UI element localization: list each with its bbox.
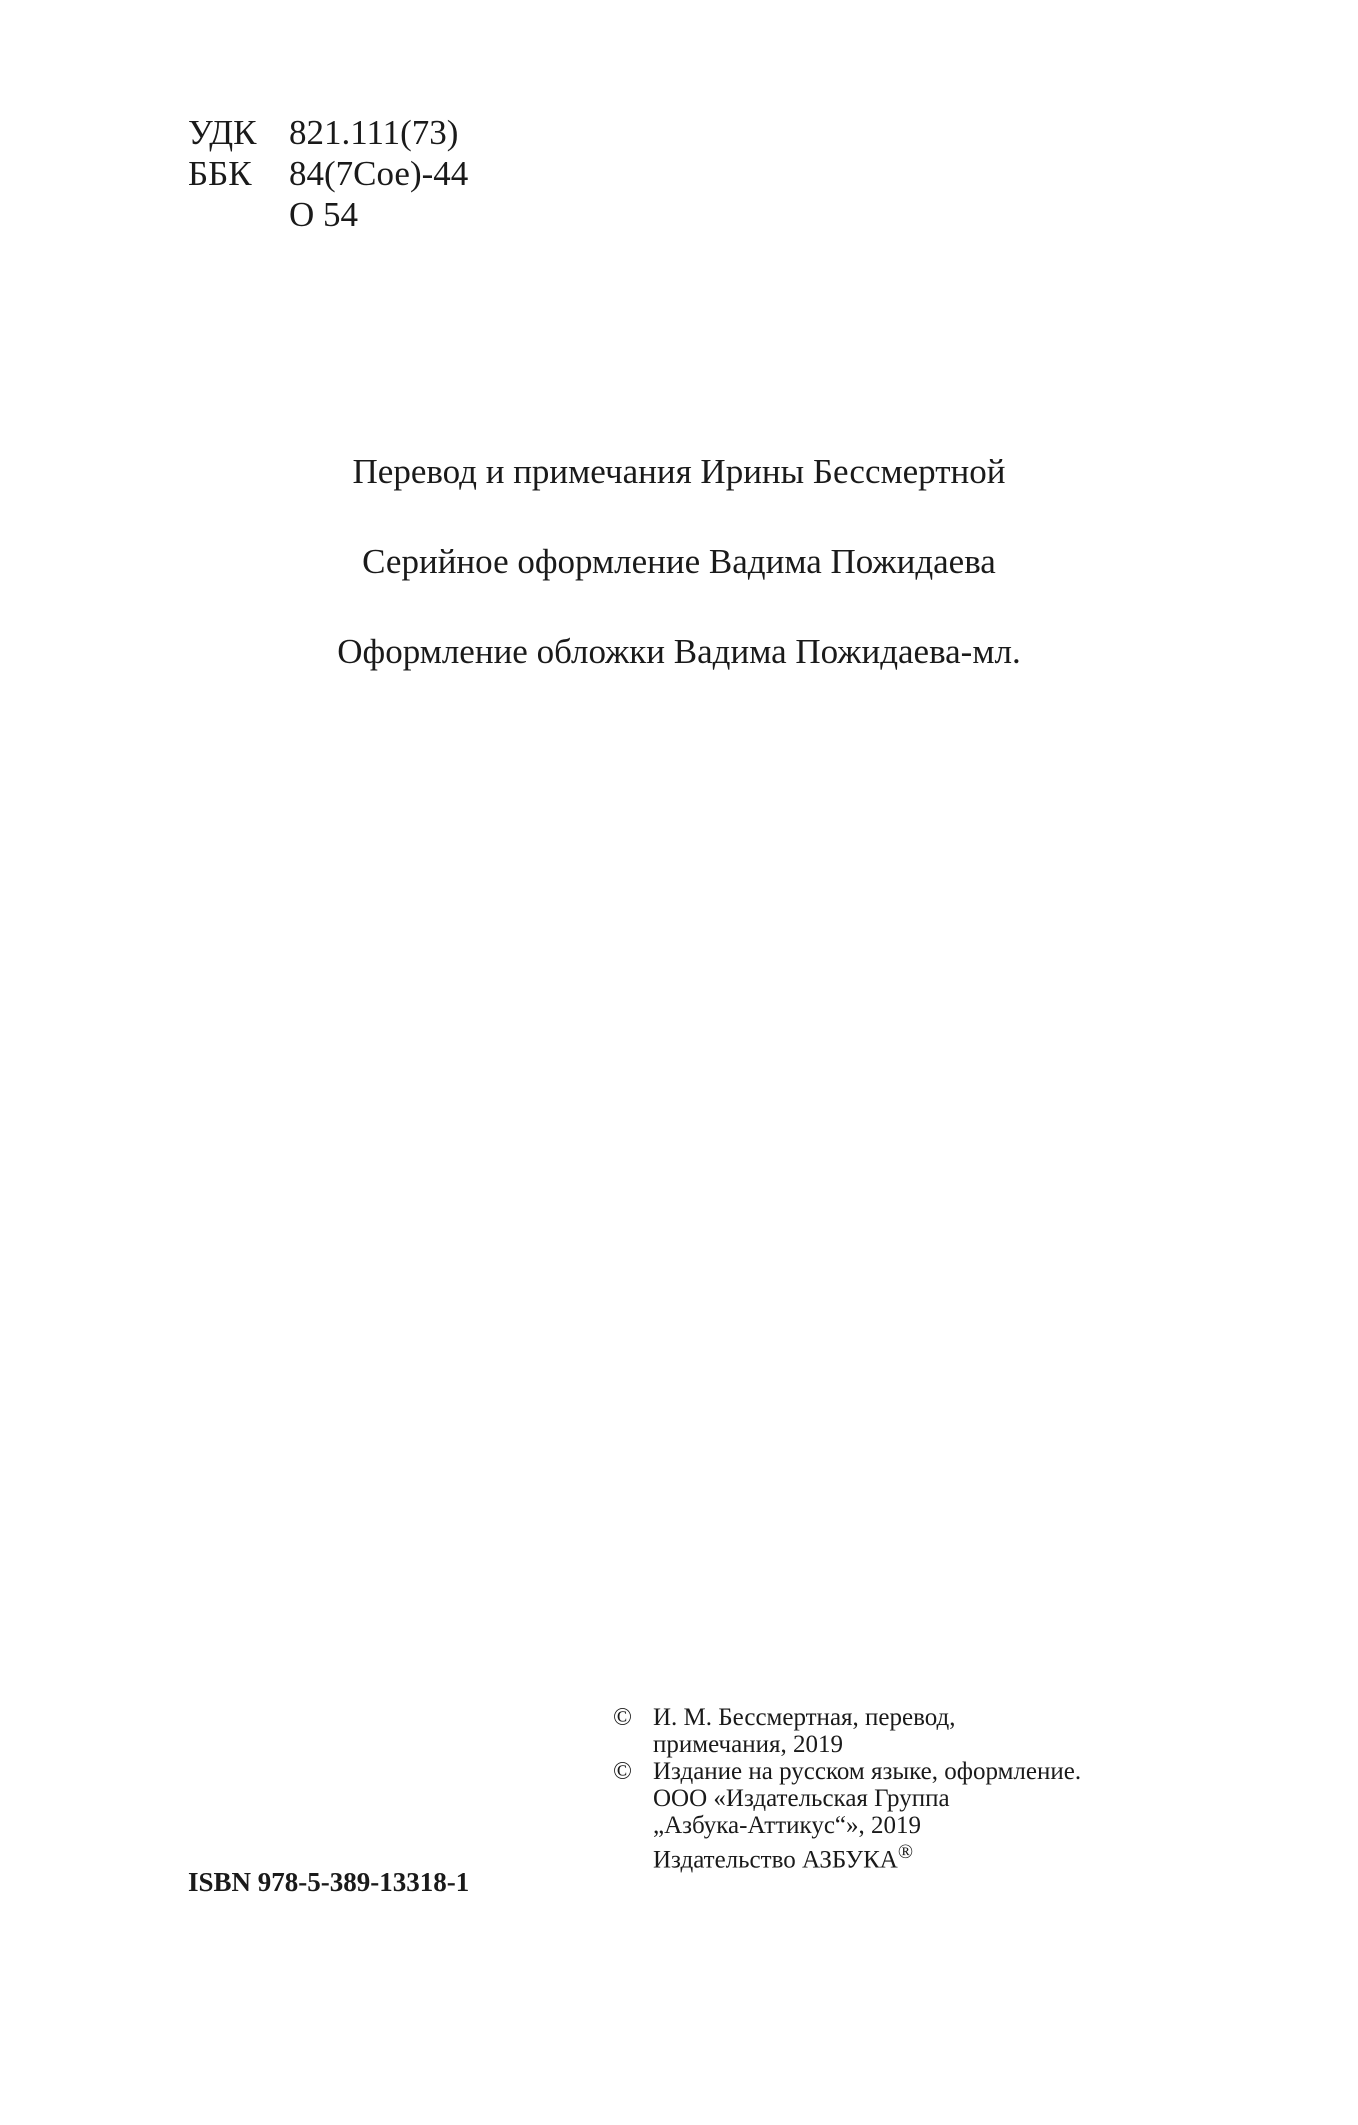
translation-credit: Перевод и примечания Ирины Бессмертной	[352, 452, 1006, 491]
registered-mark: ®	[897, 1841, 914, 1863]
cover-design-credit: Оформление обложки Вадима Пожидаева-мл.	[337, 632, 1021, 671]
publisher-line	[653, 1839, 1081, 1873]
copyright-entry-edition	[613, 1758, 1081, 1873]
series-design-credit: Серийное оформление Вадима Пожидаева	[362, 542, 996, 581]
copyright-line: „Азбука-Аттикус“», 2019	[653, 1812, 922, 1839]
copyright-entry-translation	[613, 1704, 1081, 1758]
publisher-name: Издательство АЗБУКА	[653, 1846, 898, 1874]
copyright-line: примечания, 2019	[653, 1731, 843, 1758]
copyright-icon: ©	[613, 1704, 632, 1731]
copyright-line: Издание на русском языке, оформление.	[653, 1758, 1082, 1785]
library-classification	[188, 112, 468, 235]
bbk-label: ББК	[188, 154, 252, 193]
isbn: ISBN 978-5-389-13318-1	[188, 1867, 470, 1897]
author-mark: О 54	[289, 195, 359, 234]
copyright-line: И. М. Бессмертная, перевод,	[653, 1704, 956, 1731]
udk-row	[188, 112, 468, 153]
bbk-row	[188, 153, 468, 194]
copyright-icon: ©	[613, 1758, 632, 1785]
copyright-line: ООО «Издательская Группа	[653, 1785, 950, 1812]
author-mark-row	[188, 194, 468, 235]
udk-value: 821.111(73)	[289, 113, 459, 152]
udk-label: УДК	[188, 113, 257, 152]
copyright-block	[613, 1704, 1081, 1873]
bbk-value: 84(7Сое)-44	[289, 154, 469, 193]
